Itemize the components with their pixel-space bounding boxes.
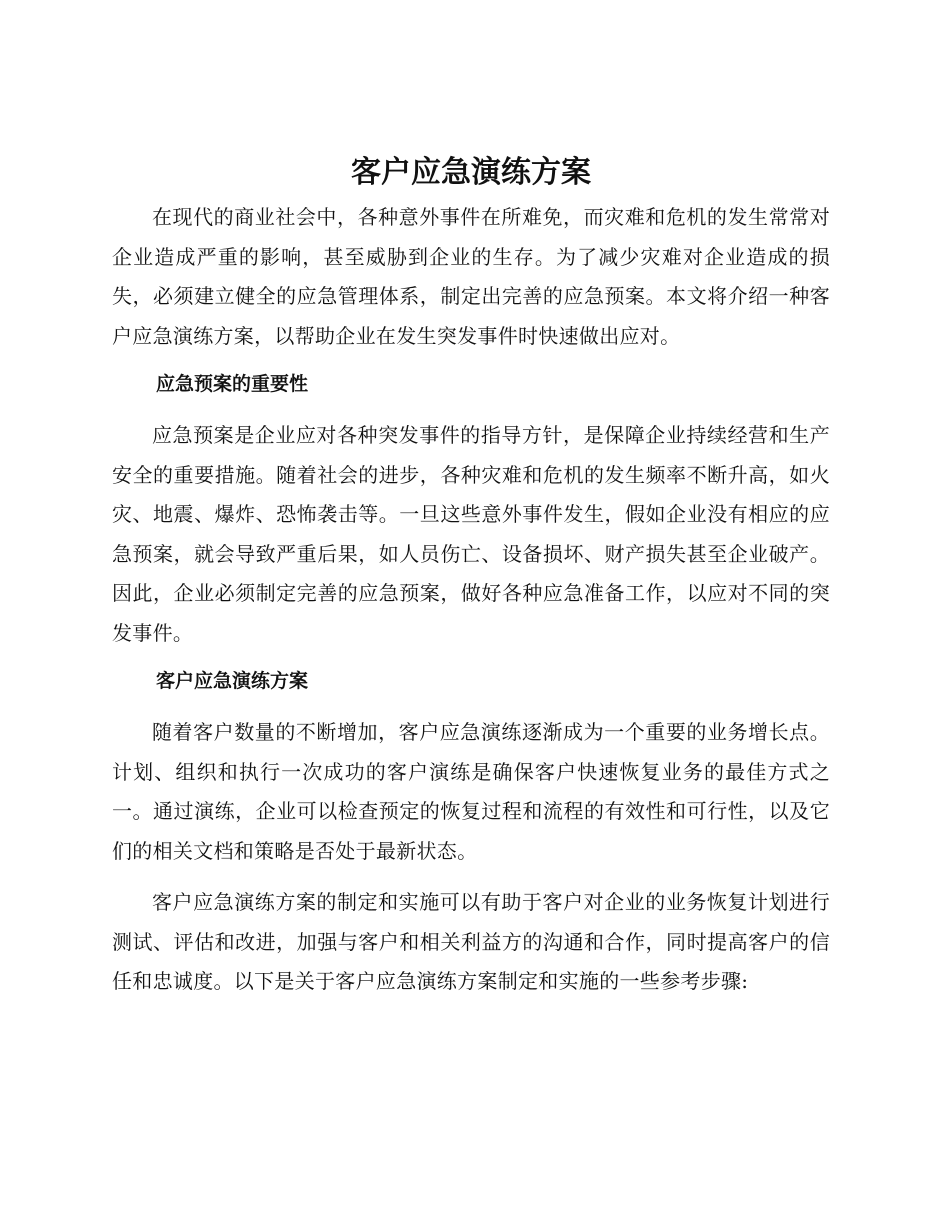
section-heading-drill-plan: 客户应急演练方案 [156,670,309,692]
document-title: 客户应急演练方案 [351,155,591,190]
document-page [112,148,830,1002]
section-paragraph: 随着客户数量的不断增加，客户应急演练逐渐成为一个重要的业务增长点。计划、组织和执行一次成功的客户演练是确保客户快速恢复业务的最佳方式之一。通过演练，企业可以检查预定的恢复过程和流程的有效性和可行性，以及它们的相关文档和策略是否处于最新状态。 [112,720,830,863]
section-heading-importance: 应急预案的重要性 [156,373,309,395]
intro-paragraph: 在现代的商业社会中，各种意外事件在所难免，而灾难和危机的发生常常对企业造成严重的影响，甚至威胁到企业的生存。为了减少灾难对企业造成的损失，必须建立健全的应急管理体系，制定出完善的应急预案。本文将介绍一种客户应急演练方案，以帮助企业在发生突发事件时快速做出应对。 [112,205,830,348]
section-paragraph: 应急预案是企业应对各种突发事件的指导方针，是保障企业持续经营和生产安全的重要措施。随着社会的进步，各种灾难和危机的发生频率不断升高，如火灾、地震、爆炸、恐怖袭击等。一旦这些意外事件发生，假如企业没有相应的应急预案，就会导致严重后果，如人员伤亡、设备损坏、财产损失甚至企业破产。因此，企业必须制定完善的应急预案，做好各种应急准备工作，以应对不同的突发事件。 [112,423,830,645]
section-paragraph: 客户应急演练方案的制定和实施可以有助于客户对企业的业务恢复计划进行测试、评估和改进，加强与客户和相关利益方的沟通和合作，同时提高客户的信任和忠诚度。以下是关于客户应急演练方案制定和实施的一些参考步骤: [112,890,830,993]
